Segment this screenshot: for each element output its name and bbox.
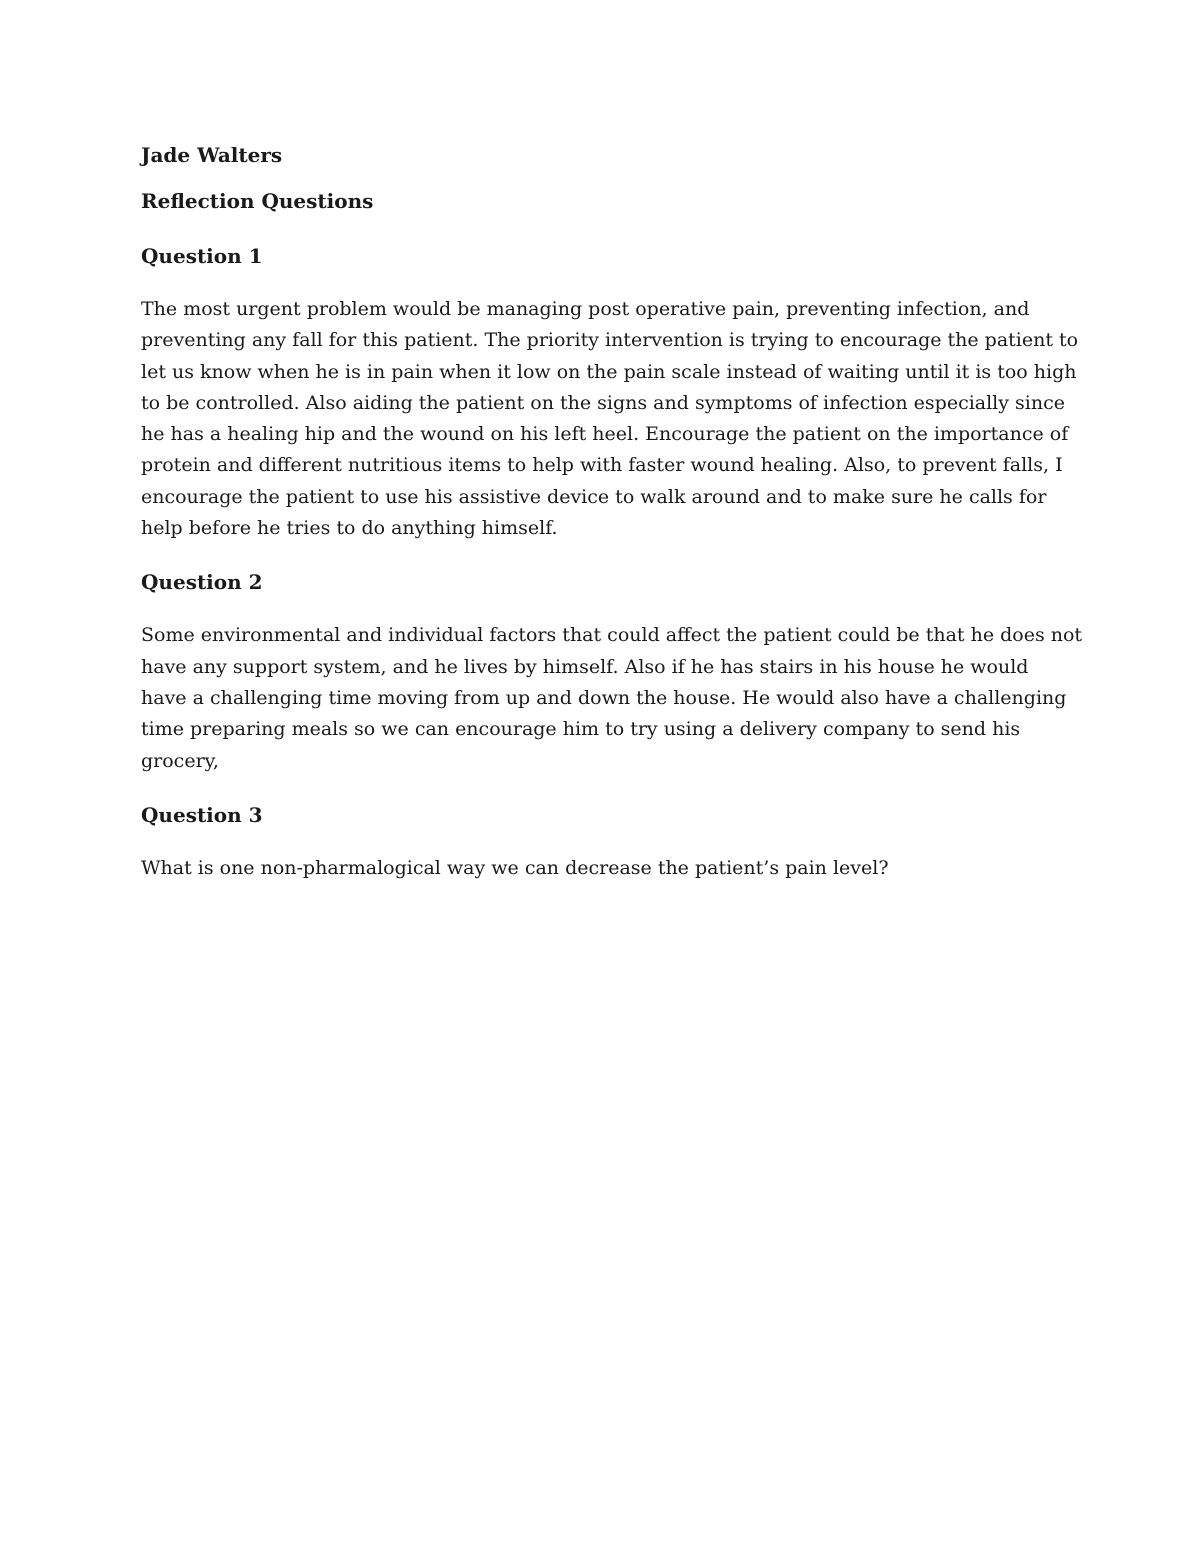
question-2-section bbox=[141, 565, 1083, 776]
answer-line: have any support system, and he lives by himself. Also if he has stairs in his house he would bbox=[141, 655, 1029, 678]
question-3-section bbox=[141, 798, 1071, 884]
document-content bbox=[141, 138, 1083, 905]
question-1-heading: Question 1 bbox=[141, 244, 263, 268]
question-3-text bbox=[141, 853, 1071, 884]
answer-line: let us know when he is in pain when it low on the pain scale instead of waiting until it is too high bbox=[141, 360, 1077, 383]
document-title: Reflection Questions bbox=[141, 189, 374, 213]
answer-line: Some environmental and individual factors that could affect the patient could be that he does not bbox=[141, 624, 1083, 647]
answer-line: What is one non-pharmalogical way we can decrease the patient’s pain level? bbox=[141, 856, 889, 879]
answer-line: have a challenging time moving from up and down the house. He would also have a challenging bbox=[141, 686, 1067, 709]
answer-line: grocery, bbox=[141, 749, 219, 772]
answer-line: preventing any fall for this patient. The priority intervention is trying to encourage the patient to bbox=[141, 329, 1079, 352]
question-1-section bbox=[141, 239, 1079, 544]
answer-line: time preparing meals so we can encourage him to try using a delivery company to send his bbox=[141, 718, 1021, 741]
answer-line: help before he tries to do anything himself. bbox=[141, 517, 558, 540]
answer-line: encourage the patient to use his assistive device to walk around and to make sure he calls for bbox=[141, 485, 1047, 508]
author-name: Jade Walters bbox=[141, 143, 283, 167]
question-2-heading: Question 2 bbox=[141, 570, 263, 595]
question-1-answer bbox=[141, 294, 1079, 544]
answer-line: The most urgent problem would be managing post operative pain, preventing infection, and bbox=[141, 298, 1030, 320]
answer-line: to be controlled. Also aiding the patient on the signs and symptoms of infection especially since bbox=[141, 391, 1065, 414]
answer-line: protein and different nutritious items to help with faster wound healing. Also, to prevent falls, I bbox=[141, 454, 1063, 477]
question-3-heading: Question 3 bbox=[141, 802, 263, 827]
answer-line: he has a healing hip and the wound on his left heel. Encourage the patient on the importance of bbox=[141, 423, 1069, 446]
question-2-answer bbox=[141, 620, 1083, 776]
